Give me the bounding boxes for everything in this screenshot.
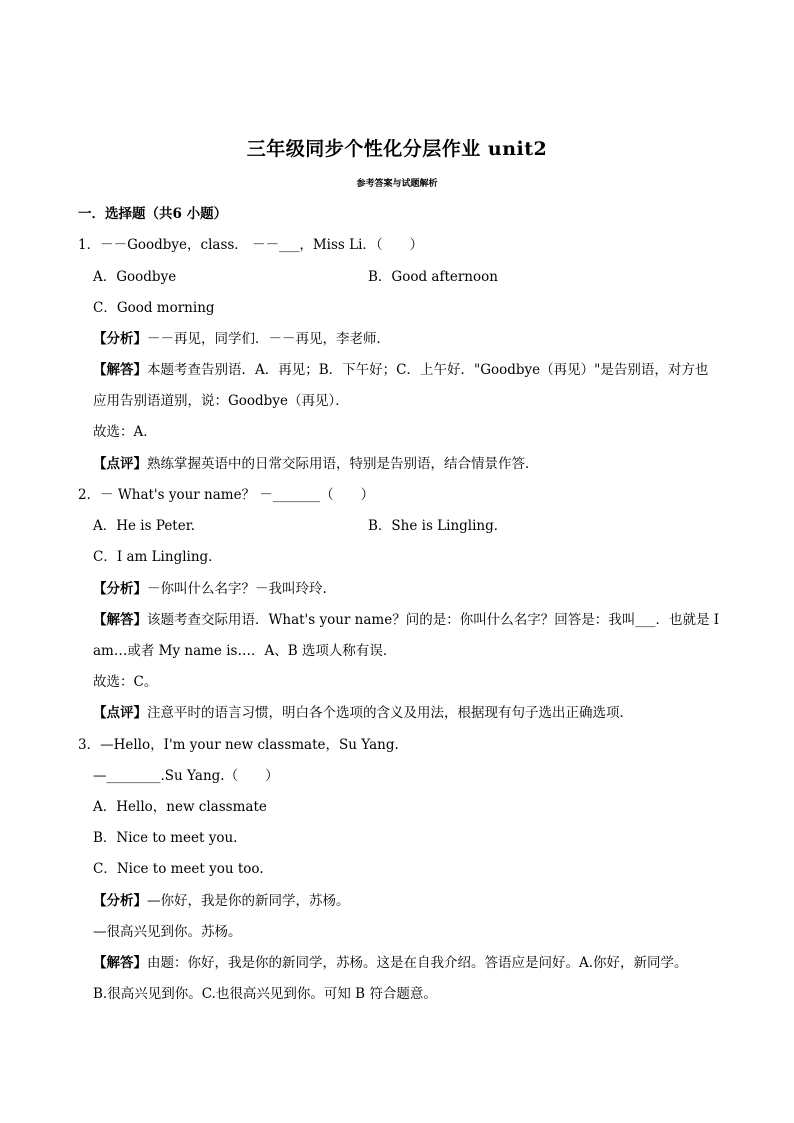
answer-tag: 【解答】 bbox=[93, 612, 147, 628]
q1-answer-text: 本题考查告别语．A．再见；B．下午好；C．上午好．"Goodbye（再见）"是告别语，对方也 bbox=[147, 362, 709, 378]
q1-stem: 1．－－Goodbye，class． －－___，Miss Li．（ ） bbox=[78, 237, 424, 253]
q3-analysis bbox=[93, 892, 350, 910]
comment-tag: 【点评】 bbox=[93, 705, 147, 721]
analysis-tag: 【分析】 bbox=[93, 331, 147, 347]
q1-option-c: C．Good morning bbox=[93, 300, 215, 316]
comment-tag: 【点评】 bbox=[93, 456, 147, 472]
q2-comment bbox=[93, 704, 633, 722]
answer-tag: 【解答】 bbox=[93, 955, 147, 971]
q3-answer-text: 由题：你好，我是你的新同学，苏杨。这是在自我介绍。答语应是问好。A.你好，新同学。 bbox=[147, 955, 688, 971]
q1-comment-text: 熟练掌握英语中的日常交际用语，特别是告别语，结合情景作答． bbox=[147, 456, 539, 472]
q1-answer-cont: 应用告别语道别，说：Goodbye（再见）． bbox=[93, 393, 349, 409]
q2-analysis-text: －你叫什么名字？－我叫玲玲. bbox=[147, 581, 327, 597]
analysis-tag: 【分析】 bbox=[93, 893, 147, 909]
q2-option-b: B．She is Lingling． bbox=[368, 518, 508, 534]
q1-analysis-text: －－再见，同学们．－－再见，李老师． bbox=[147, 331, 390, 347]
q3-analysis-cont: —很高兴见到你。苏杨。 bbox=[93, 924, 242, 940]
q2-analysis bbox=[93, 580, 327, 598]
analysis-tag: 【分析】 bbox=[93, 581, 147, 597]
q2-answer bbox=[93, 611, 719, 629]
q2-option-c: C．I am Lingling． bbox=[93, 549, 222, 565]
q1-option-a: A．Goodbye bbox=[93, 269, 177, 285]
q1-analysis bbox=[93, 330, 390, 348]
q1-comment bbox=[93, 455, 539, 473]
q1-answer bbox=[93, 361, 708, 379]
q3-option-a: A．Hello，new classmate bbox=[93, 799, 267, 815]
q3-option-c: C．Nice to meet you too. bbox=[93, 861, 264, 877]
q2-comment-text: 注意平时的语言习惯，明白各个选项的含义及用法，根据现有句子选出正确选项． bbox=[147, 705, 633, 721]
q3-answer bbox=[93, 954, 688, 972]
q2-option-a: A．He is Peter. bbox=[93, 518, 195, 534]
section-heading: 一．选择题（共6 小题） bbox=[78, 206, 228, 222]
q1-choice: 故选：A． bbox=[93, 424, 157, 440]
q2-stem: 2．－ What's your name？ －_______（ ） bbox=[78, 487, 375, 503]
q3-option-b: B．Nice to meet you. bbox=[93, 830, 238, 846]
q3-answer-cont: B.很高兴见到你。C.也很高兴见到你。可知 B 符合题意。 bbox=[93, 986, 437, 1002]
q2-answer-text: 该题考查交际用语．What's your name？问的是：你叫什么名字？回答是：我叫___．也就是 I bbox=[147, 612, 720, 628]
answer-tag: 【解答】 bbox=[93, 362, 147, 378]
q3-analysis-text: —你好，我是你的新同学，苏杨。 bbox=[147, 893, 350, 909]
page-title: 三年级同步个性化分层作业 unit2 bbox=[246, 138, 548, 160]
page-subtitle: 参考答案与试题解析 bbox=[356, 179, 438, 189]
q1-option-b: B．Good afternoon bbox=[368, 269, 498, 285]
q3-stem-reply: —________.Su Yang.（ ） bbox=[93, 768, 279, 784]
q3-stem: 3．—Hello，I'm your new classmate，Su Yang. bbox=[78, 737, 399, 753]
q2-answer-cont: am…或者 My name is…．A、B 选项人称有误． bbox=[93, 643, 397, 659]
q2-choice: 故选：C。 bbox=[93, 674, 158, 690]
